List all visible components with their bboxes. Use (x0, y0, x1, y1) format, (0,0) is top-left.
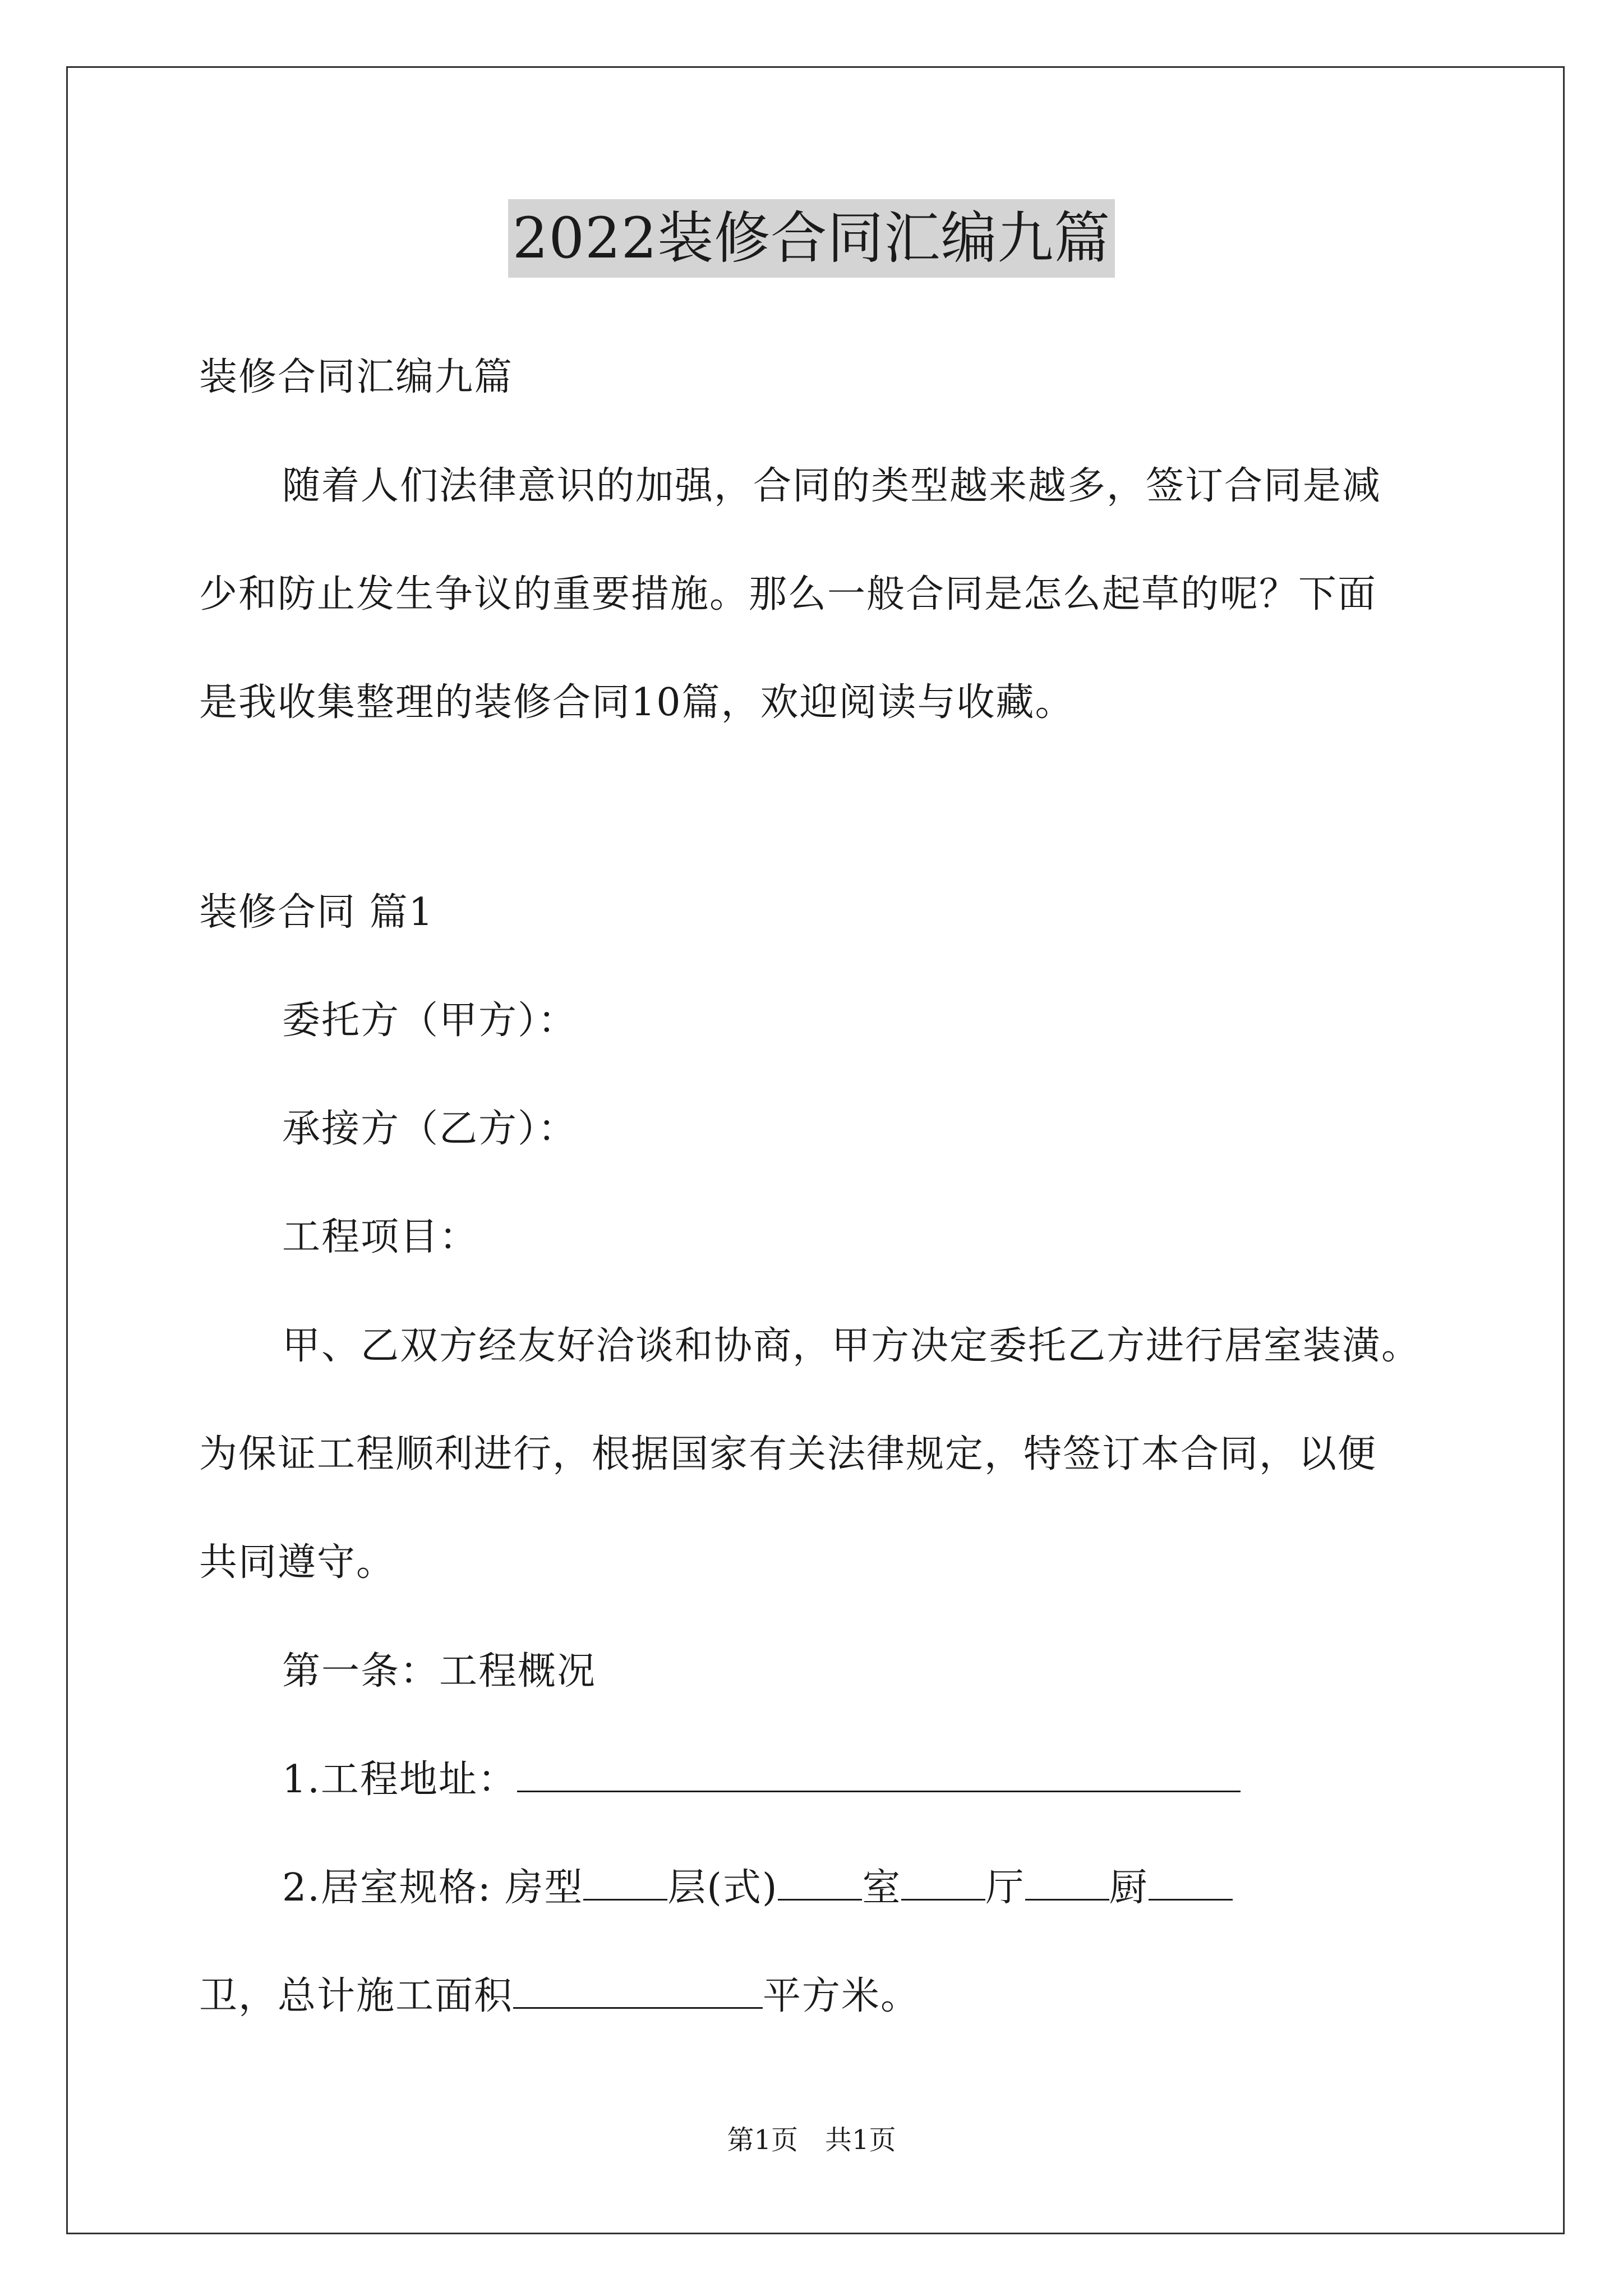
party-b-line: 承接方（乙方）： (282, 1107, 578, 1151)
address-line (282, 1755, 1241, 1805)
page-footer: 第1页 共1页 (727, 2124, 896, 2156)
preamble-line-1: 甲、乙双方经友好洽谈和协商，甲方决定委托乙方进行居室装潢。 (282, 1324, 1421, 1368)
area-blank[interactable] (513, 1972, 763, 2009)
section-heading: 装修合同 篇1 (199, 890, 434, 935)
room-spec-line (282, 1863, 1233, 1913)
hall-blank[interactable] (1025, 1864, 1109, 1901)
intro-line-1: 随着人们法律意识的加强，合同的类型越来越多，签订合同是减 (282, 464, 1382, 508)
document-subtitle: 装修合同汇编九篇 (199, 355, 514, 399)
room-blank[interactable] (901, 1864, 985, 1901)
level-label: 层(式) (667, 1866, 778, 1910)
address-blank[interactable] (517, 1756, 1241, 1792)
kitchen-blank[interactable] (1149, 1864, 1233, 1901)
bath-area-label: 卫，总计施工面积 (199, 1974, 514, 2018)
preamble-line-3: 共同遵守。 (199, 1540, 396, 1585)
intro-line-3: 是我收集整理的装修合同10篇，欢迎阅读与收藏。 (199, 680, 1075, 725)
area-unit-label: 平方米。 (763, 1974, 920, 2018)
kitchen-label: 厨 (1109, 1866, 1149, 1910)
preamble-line-2: 为保证工程顺利进行，根据国家有关法律规定，特签订本合同，以便 (199, 1432, 1377, 1476)
level-blank[interactable] (778, 1864, 862, 1901)
party-a-line: 委托方（甲方）： (282, 999, 578, 1043)
room-spec-prefix: 2.居室规格: 房型 (282, 1866, 584, 1910)
title-container (0, 199, 1623, 278)
address-label: 1.工程地址： (282, 1757, 517, 1802)
document-title: 2022装修合同汇编九篇 (508, 199, 1115, 278)
room-label: 室 (862, 1866, 902, 1910)
house-type-blank[interactable] (583, 1864, 667, 1901)
intro-line-2: 少和防止发生争议的重要措施。那么一般合同是怎么起草的呢？下面 (199, 572, 1377, 616)
hall-label: 厅 (985, 1866, 1025, 1910)
area-line (199, 1971, 920, 2022)
project-line: 工程项目： (282, 1215, 479, 1259)
article-1-heading: 第一条：工程概况 (282, 1649, 597, 1694)
